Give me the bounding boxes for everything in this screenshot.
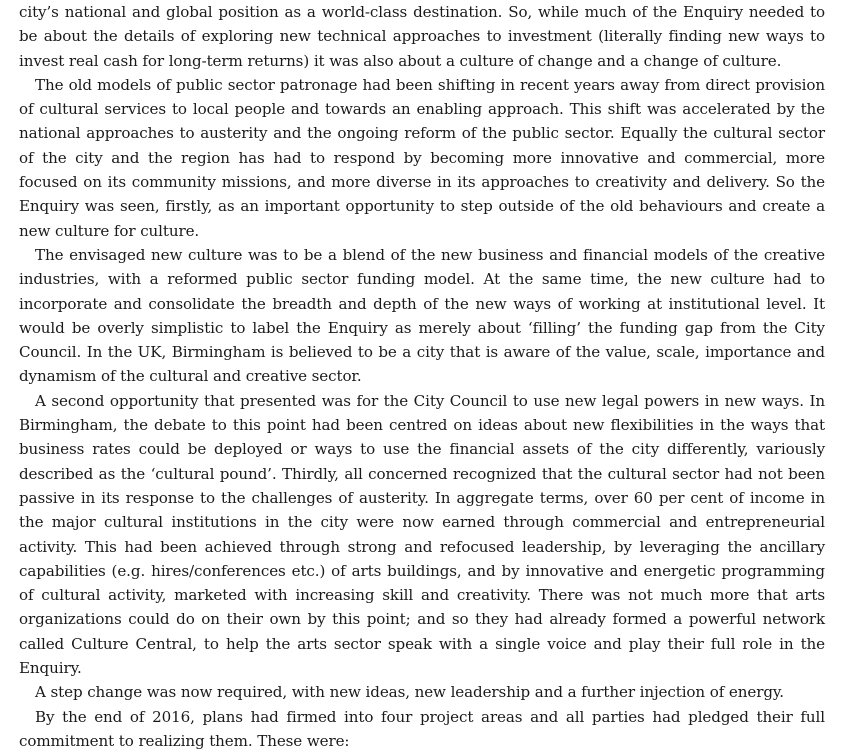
paragraph-project-areas: By the end of 2016, plans had firmed into four project areas and all parties had pledged their full commitment to realizing them. These were: [19, 707, 825, 750]
paragraph-public-sector-patronage: The old models of public sector patronage had been shifting in recent years away from direct provision of cultural services to local people and towards an enabling approach. This shift was accelerated by the national approaches to austerity and the ongoing reform of the public sector. Equally the cultural sector of the city and the region has had to respond by becoming more innovative and commercial, more focused on its community missions, and more diverse in its approaches to creativity and delivery. So the Enquiry was seen, firstly, as an important opportunity to step outside of the old behaviours and create a new culture for culture. [19, 75, 825, 240]
paragraph-new-culture: The envisaged new culture was to be a blend of the new business and financial models of the creative industries, with a reformed public sector funding model. At the same time, the new culture had to incorporate and consolidate the breadth and depth of the new ways of working at institutional level. It would be overly simplistic to label the Enquiry as merely about ‘filling’ the funding gap from the City Council. In the UK, Birmingham is believed to be a city that is aware of the value, scale, importance and dynamism of the cultural and creative sector. [19, 245, 825, 386]
paragraph-second-opportunity: A second opportunity that presented was for the City Council to use new legal powers in new ways. In Birmingham, the debate to this point had been centred on ideas about new flexibilities in the ways that business rates could be deployed or ways to use the financial assets of the city differently, variously described as the ‘cultural pound’. Thirdly, all concerned recognized that the cultural sector had not been passive in its response to the challenges of austerity. In aggregate terms, over 60 per cent of income in the major cultural institutions in the city were now earned through commercial and entrepreneurial activity. This had been achieved through strong and refocused leadership, by leveraging the ancillary capabilities (e.g. hires/conferences etc.) of arts buildings, and by innovative and energetic programming of cultural activity, marketed with increasing skill and creativity. There was not much more that arts organizations could do on their own by this point; and so they had already formed a powerful network called Culture Central, to help the arts sector speak with a single voice and play their full role in the Enquiry. [19, 391, 825, 678]
document-page [19, 0, 825, 753]
paragraph-continuation: city’s national and global position as a world-class destination. So, while much of the Enquiry needed to be about the details of exploring new technical approaches to investment (literally finding new ways to invest real cash for long-term returns) it was also about a culture of change and a change of culture. [19, 3, 825, 70]
paragraph-step-change: A step change was now required, with new ideas, new leadership and a further injection of energy. [35, 683, 784, 702]
